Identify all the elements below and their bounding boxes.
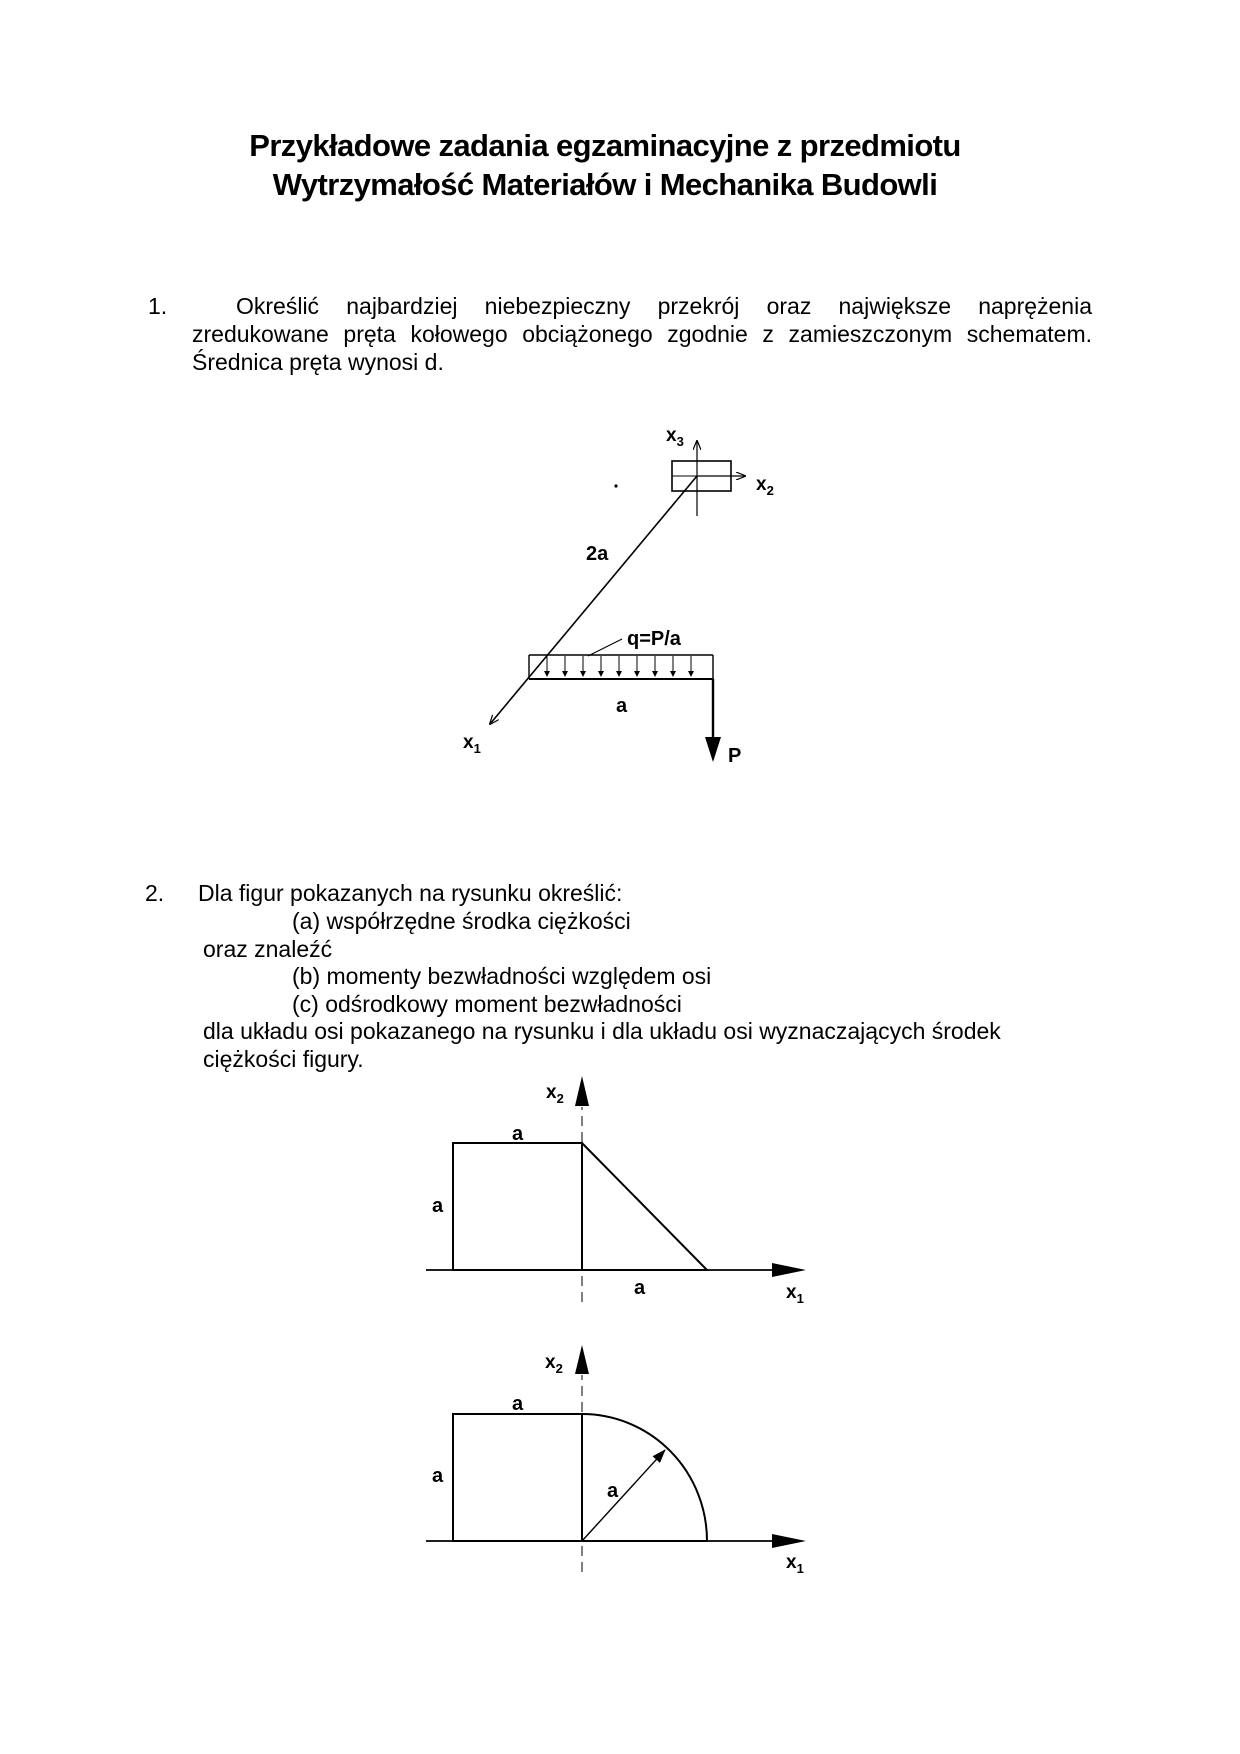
label-2a: 2a xyxy=(586,543,609,565)
square-shape xyxy=(453,1414,582,1541)
page-title-line1: Przykładowe zadania egzaminacyjne z przedmiotu xyxy=(249,128,961,163)
label-a-bottom: a xyxy=(634,1277,646,1299)
task2-text-line1: Dla figur pokazanych na rysunku określić: xyxy=(198,880,623,906)
label-x2: $x_2$ xyxy=(756,474,774,498)
task2-text-line3: oraz znaleźć xyxy=(203,936,333,962)
task2-text-line7: ciężkości figury. xyxy=(203,1046,364,1072)
quarter-circle-shape xyxy=(582,1414,707,1541)
task1-text-line1: Określić najbardziej niebezpieczny przekrój oraz największe naprężenia xyxy=(236,293,1092,319)
label-x2: $x_2$ xyxy=(546,1082,564,1106)
task2-text-line6: dla układu osi pokazanego na rysunku i dla układu osi wyznaczających środek xyxy=(203,1018,1001,1044)
x1-arrowhead xyxy=(772,1534,806,1548)
label-x1: $x_1$ xyxy=(786,1552,804,1576)
task1-number: 1. xyxy=(148,293,168,319)
radius-arrow xyxy=(582,1450,665,1541)
task2-text-line2: (a) współrzędne środka ciężkości xyxy=(292,908,631,934)
label-P: P xyxy=(728,745,742,767)
task2-text-line4: (b) momenty bezwładności względem osi xyxy=(292,963,712,989)
label-x3: $x_3$ xyxy=(666,425,684,449)
label-a-left: a xyxy=(432,1465,444,1487)
label-a-left: a xyxy=(432,1195,444,1217)
label-x1: $x_1$ xyxy=(463,732,481,756)
label-x1: $x_1$ xyxy=(786,1282,804,1306)
label-q: q=P/a xyxy=(627,628,681,650)
label-a-top: a xyxy=(512,1123,524,1145)
label-a: a xyxy=(616,695,628,717)
task1-text-line2: zredukowane pręta kołowego obciążonego zgodnie z zamieszczonym schematem. xyxy=(192,321,1092,347)
label-a-radius: a xyxy=(607,1480,619,1502)
label-x2: $x_2$ xyxy=(545,1352,563,1376)
x2-arrowhead xyxy=(575,1345,589,1374)
task2-text-line5: (c) odśrodkowy moment bezwładności xyxy=(292,991,682,1017)
task2-number: 2. xyxy=(145,880,165,906)
task1-text-line3: Średnica pręta wynosi d. xyxy=(192,349,444,375)
label-a-top: a xyxy=(512,1393,524,1415)
page-title-line2: Wytrzymałość Materiałów i Mechanika Budowli xyxy=(272,167,938,202)
